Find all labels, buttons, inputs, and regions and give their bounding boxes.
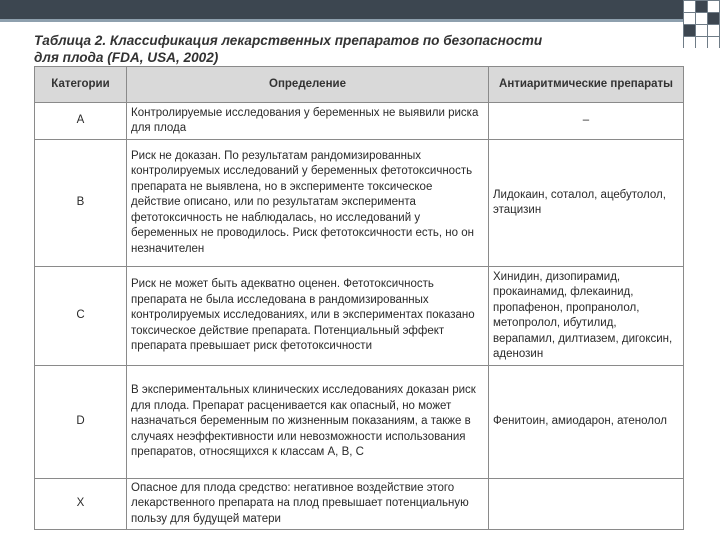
header-definition: Определение [127, 67, 489, 103]
category-cell: A [35, 103, 127, 140]
table-title-line2: для плода (FDA, USA, 2002) [34, 50, 219, 65]
table-row [35, 140, 684, 267]
header-antiarrhythmic: Антиаритмические препараты [489, 67, 684, 103]
category-cell: C [35, 267, 127, 366]
grid-dark-cell [708, 13, 719, 24]
drugs-cell: Хинидин, дизопирамид, прокаинамид, флекаинид, пропафенон, пропранолол, метопролол, ибутилид, верапамил, дилтиазем, дигоксин, аденозин [489, 267, 684, 366]
category-cell: B [35, 140, 127, 267]
drugs-cell: Фенитоин, амиодарон, атенолол [489, 366, 684, 479]
definition-cell: Риск не доказан. По результатам рандомизированных контролируемых исследований у беременных фетотоксичность препарата не выявлена, но в эксперименте токсическое действие описано, или по результатам эксперимента фетотоксичность не наблюдалась, но исследований у беременных не проводилось. Риск фетотоксичности есть, но он незначителен [127, 140, 489, 267]
header-band [0, 0, 720, 22]
drugs-cell [489, 479, 684, 530]
drugs-cell: Лидокаин, соталол, ацебутолол, этацизин [489, 140, 684, 267]
grid-decoration [683, 0, 720, 48]
table-title [34, 32, 634, 66]
table-title-line1: Таблица 2. Классификация лекарственных препаратов по безопасности [34, 33, 543, 48]
fda-classification-table [34, 66, 684, 530]
table-row [35, 366, 684, 479]
grid-dark-cell [684, 25, 695, 36]
category-cell: X [35, 479, 127, 530]
table-row [35, 267, 684, 366]
definition-cell: Опасное для плода средство: негативное воздействие этого лекарственного препарата на плод превышает потенциальную пользу для будущей матери [127, 479, 489, 530]
header-stripe [0, 19, 720, 22]
definition-cell: Риск не может быть адекватно оценен. Фетотоксичность препарата не была исследована в рандомизированных контролируемых исследованиях, или в экспериментах показано токсическое действие препарата. Потенциальный эффект препарата превышает риск фетотоксичности [127, 267, 489, 366]
definition-cell: В экспериментальных клинических исследованиях доказан риск для плода. Препарат расценивается как опасный, но может назначаться беременным по жизненным показаниям, а также в случаях неэффективности или невозможности использования препаратов, относящихся к классам A, B, C [127, 366, 489, 479]
table-header-row [35, 67, 684, 103]
category-cell: D [35, 366, 127, 479]
table-row [35, 479, 684, 530]
grid-dark-cell [696, 1, 707, 12]
definition-cell: Контролируемые исследования у беременных не выявили риска для плода [127, 103, 489, 140]
drugs-cell: – [489, 103, 684, 140]
table-row [35, 103, 684, 140]
header-category: Категории [35, 67, 127, 103]
